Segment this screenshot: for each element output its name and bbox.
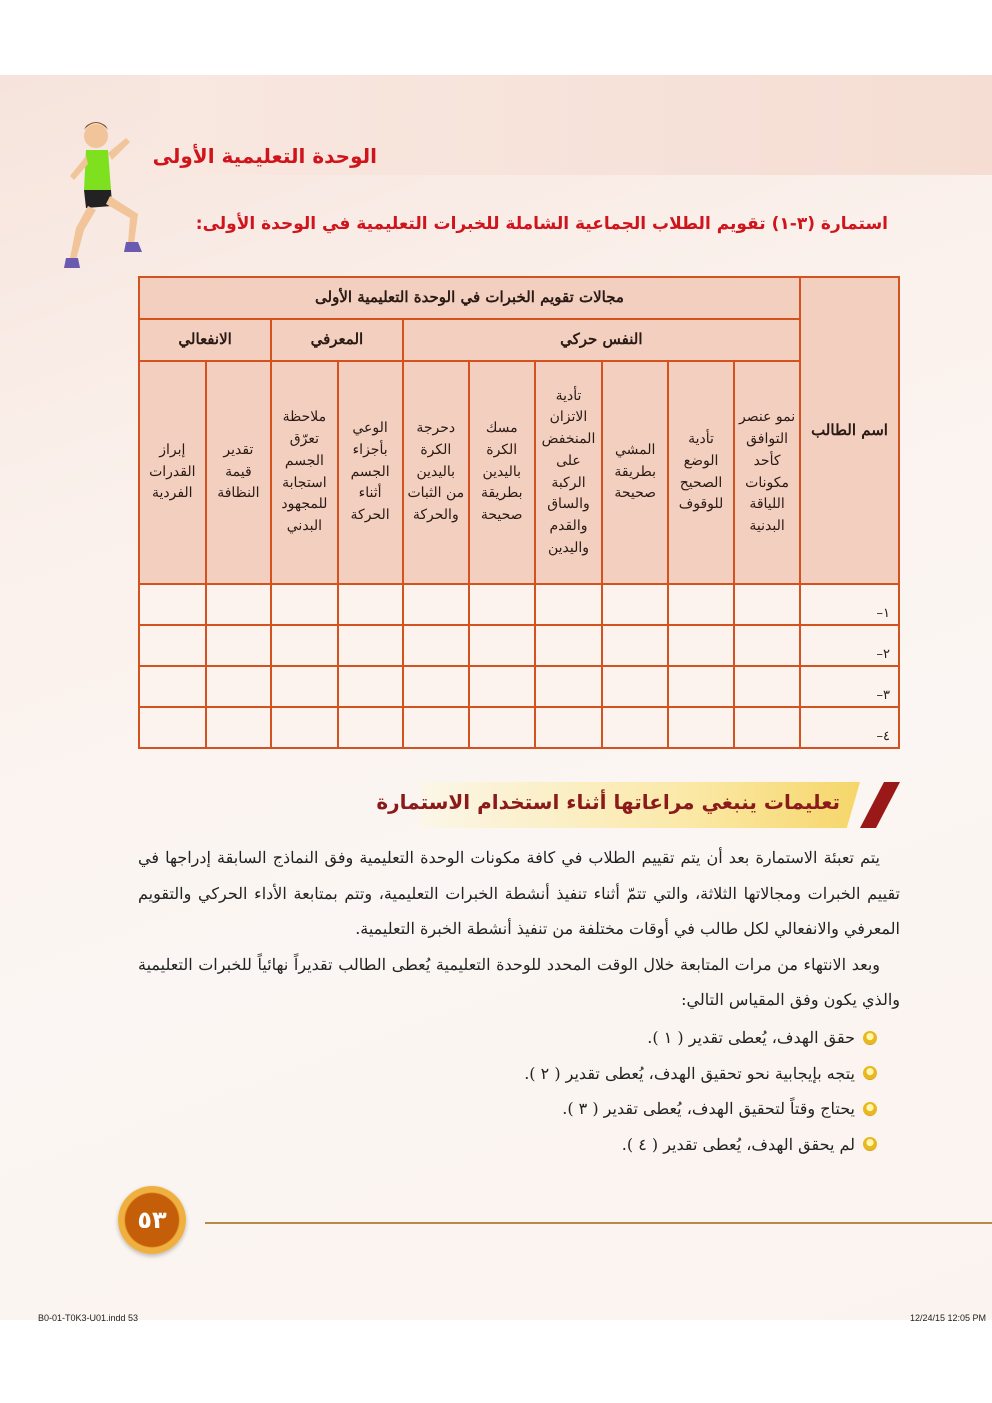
page-number: ٥٣	[118, 1186, 186, 1254]
column-header: إبراز القدرات الفردية	[139, 361, 206, 584]
column-header: نمو عنصر التوافق كأحد مكونات اللياقة البدنية	[734, 361, 800, 584]
bullet-icon	[863, 1137, 877, 1151]
instructions-title: تعليمات ينبغي مراعاتها أثناء استخدام الاستمارة	[376, 790, 840, 814]
score-cell[interactable]	[139, 707, 206, 748]
score-cell[interactable]	[271, 707, 337, 748]
score-cell[interactable]	[206, 666, 272, 707]
domains-header: مجالات تقويم الخبرات في الوحدة التعليمية الأولى	[139, 277, 800, 319]
group-cognitive: المعرفي	[271, 319, 402, 361]
column-header: دحرجة الكرة باليدين من الثبات والحركة	[403, 361, 469, 584]
instructions-paragraph-1: يتم تعبئة الاستمارة بعد أن يتم تقييم الطلاب في كافة مكونات الوحدة التعليمية وفق النماذج السابقة إدراجها في تقييم الخبرات ومجالاتها الثلاثة، والتي تتمّ أثناء تنفيذ أنشطة الخبرات التعليمية، وتتم بمتابعة الأداء الحركي والتقويم المعرفي والانفعالي لكل طالب في أوقات مختلفة من تنفيذ أنشطة الخبرة التعليمية.	[138, 848, 900, 938]
score-cell[interactable]	[206, 625, 272, 666]
score-cell[interactable]	[271, 625, 337, 666]
score-cell[interactable]	[734, 707, 800, 748]
column-header: الوعي بأجزاء الجسم أثناء الحركة	[338, 361, 403, 584]
bullet-icon	[863, 1031, 877, 1045]
row-number: ١–	[800, 584, 899, 625]
score-cell[interactable]	[403, 666, 469, 707]
score-cell[interactable]	[602, 625, 668, 666]
score-cell[interactable]	[668, 625, 734, 666]
table-row	[139, 625, 899, 666]
scale-list	[524, 1020, 877, 1162]
score-cell[interactable]	[535, 707, 603, 748]
table-row	[139, 666, 899, 707]
scale-item-text: يحتاج وقتاً لتحقيق الهدف، يُعطى تقدير ( ٣ ).	[562, 1099, 855, 1118]
score-cell[interactable]	[206, 584, 272, 625]
scale-item-text: حقق الهدف، يُعطى تقدير ( ١ ).	[647, 1028, 855, 1047]
score-cell[interactable]	[338, 625, 403, 666]
scale-item-text: يتجه بإيجابية نحو تحقيق الهدف، يُعطى تقدير ( ٢ ).	[524, 1063, 855, 1083]
score-cell[interactable]	[602, 584, 668, 625]
score-cell[interactable]	[535, 666, 603, 707]
score-cell[interactable]	[139, 625, 206, 666]
score-cell[interactable]	[469, 584, 535, 625]
column-header: المشي بطريقة صحيحة	[602, 361, 668, 584]
score-cell[interactable]	[338, 584, 403, 625]
list-item	[524, 1020, 877, 1056]
score-cell[interactable]	[734, 666, 800, 707]
scale-item-text: لم يحقق الهدف، يُعطى تقدير ( ٤ ).	[621, 1134, 855, 1154]
column-header: تأدية الاتزان المنخفض على الركبة والساق والقدم واليدين	[535, 361, 603, 584]
score-cell[interactable]	[139, 666, 206, 707]
bullet-icon	[863, 1066, 877, 1080]
row-number: ٤–	[800, 707, 899, 748]
score-cell[interactable]	[403, 707, 469, 748]
footer-date: 12/24/15 12:05 PM	[909, 1313, 986, 1323]
list-item	[524, 1056, 877, 1092]
score-cell[interactable]	[602, 707, 668, 748]
score-cell[interactable]	[535, 625, 603, 666]
bullet-icon	[863, 1102, 877, 1116]
group-psychomotor: النفس حركي	[403, 319, 800, 361]
footer-divider	[205, 1222, 992, 1224]
score-cell[interactable]	[668, 584, 734, 625]
runner-illustration-icon	[56, 118, 146, 273]
row-number: ٢–	[800, 625, 899, 666]
score-cell[interactable]	[734, 625, 800, 666]
table-row	[139, 584, 899, 625]
unit-title: الوحدة التعليمية الأولى	[152, 144, 377, 168]
instructions-banner	[376, 782, 880, 828]
evaluation-table	[138, 276, 900, 749]
score-cell[interactable]	[338, 666, 403, 707]
column-header: مسك الكرة باليدين بطريقة صحيحة	[469, 361, 535, 584]
list-item	[524, 1127, 877, 1163]
score-cell[interactable]	[668, 666, 734, 707]
list-item	[524, 1091, 877, 1127]
form-title: استمارة (٣-١) تقويم الطلاب الجماعية الشاملة للخبرات التعليمية في الوحدة الأولى:	[195, 214, 888, 234]
score-cell[interactable]	[602, 666, 668, 707]
column-header: تأدية الوضع الصحيح للوقوف	[668, 361, 734, 584]
score-cell[interactable]	[535, 584, 603, 625]
column-header: تقدير قيمة النظافة	[206, 361, 272, 584]
student-name-header: اسم الطالب	[800, 277, 899, 584]
table-row	[139, 707, 899, 748]
score-cell[interactable]	[403, 584, 469, 625]
row-number: ٣–	[800, 666, 899, 707]
score-cell[interactable]	[206, 707, 272, 748]
score-cell[interactable]	[469, 707, 535, 748]
group-affective: الانفعالي	[139, 319, 271, 361]
score-cell[interactable]	[139, 584, 206, 625]
score-cell[interactable]	[734, 584, 800, 625]
score-cell[interactable]	[469, 666, 535, 707]
score-cell[interactable]	[271, 666, 337, 707]
column-header: ملاحظة تعرّق الجسم استجابة للمجهود البدني	[271, 361, 337, 584]
score-cell[interactable]	[403, 625, 469, 666]
score-cell[interactable]	[469, 625, 535, 666]
score-cell[interactable]	[338, 707, 403, 748]
score-cell[interactable]	[271, 584, 337, 625]
instructions-paragraph-2: وبعد الانتهاء من مرات المتابعة خلال الوقت المحدد للوحدة التعليمية يُعطى الطالب تقديراً نهائياً للخبرات التعليمية والذي يكون وفق المقياس التالي:	[138, 954, 900, 1009]
score-cell[interactable]	[668, 707, 734, 748]
instructions-body	[138, 840, 900, 1018]
footer-file: B0-01-T0K3-U01.indd 53	[38, 1313, 139, 1323]
